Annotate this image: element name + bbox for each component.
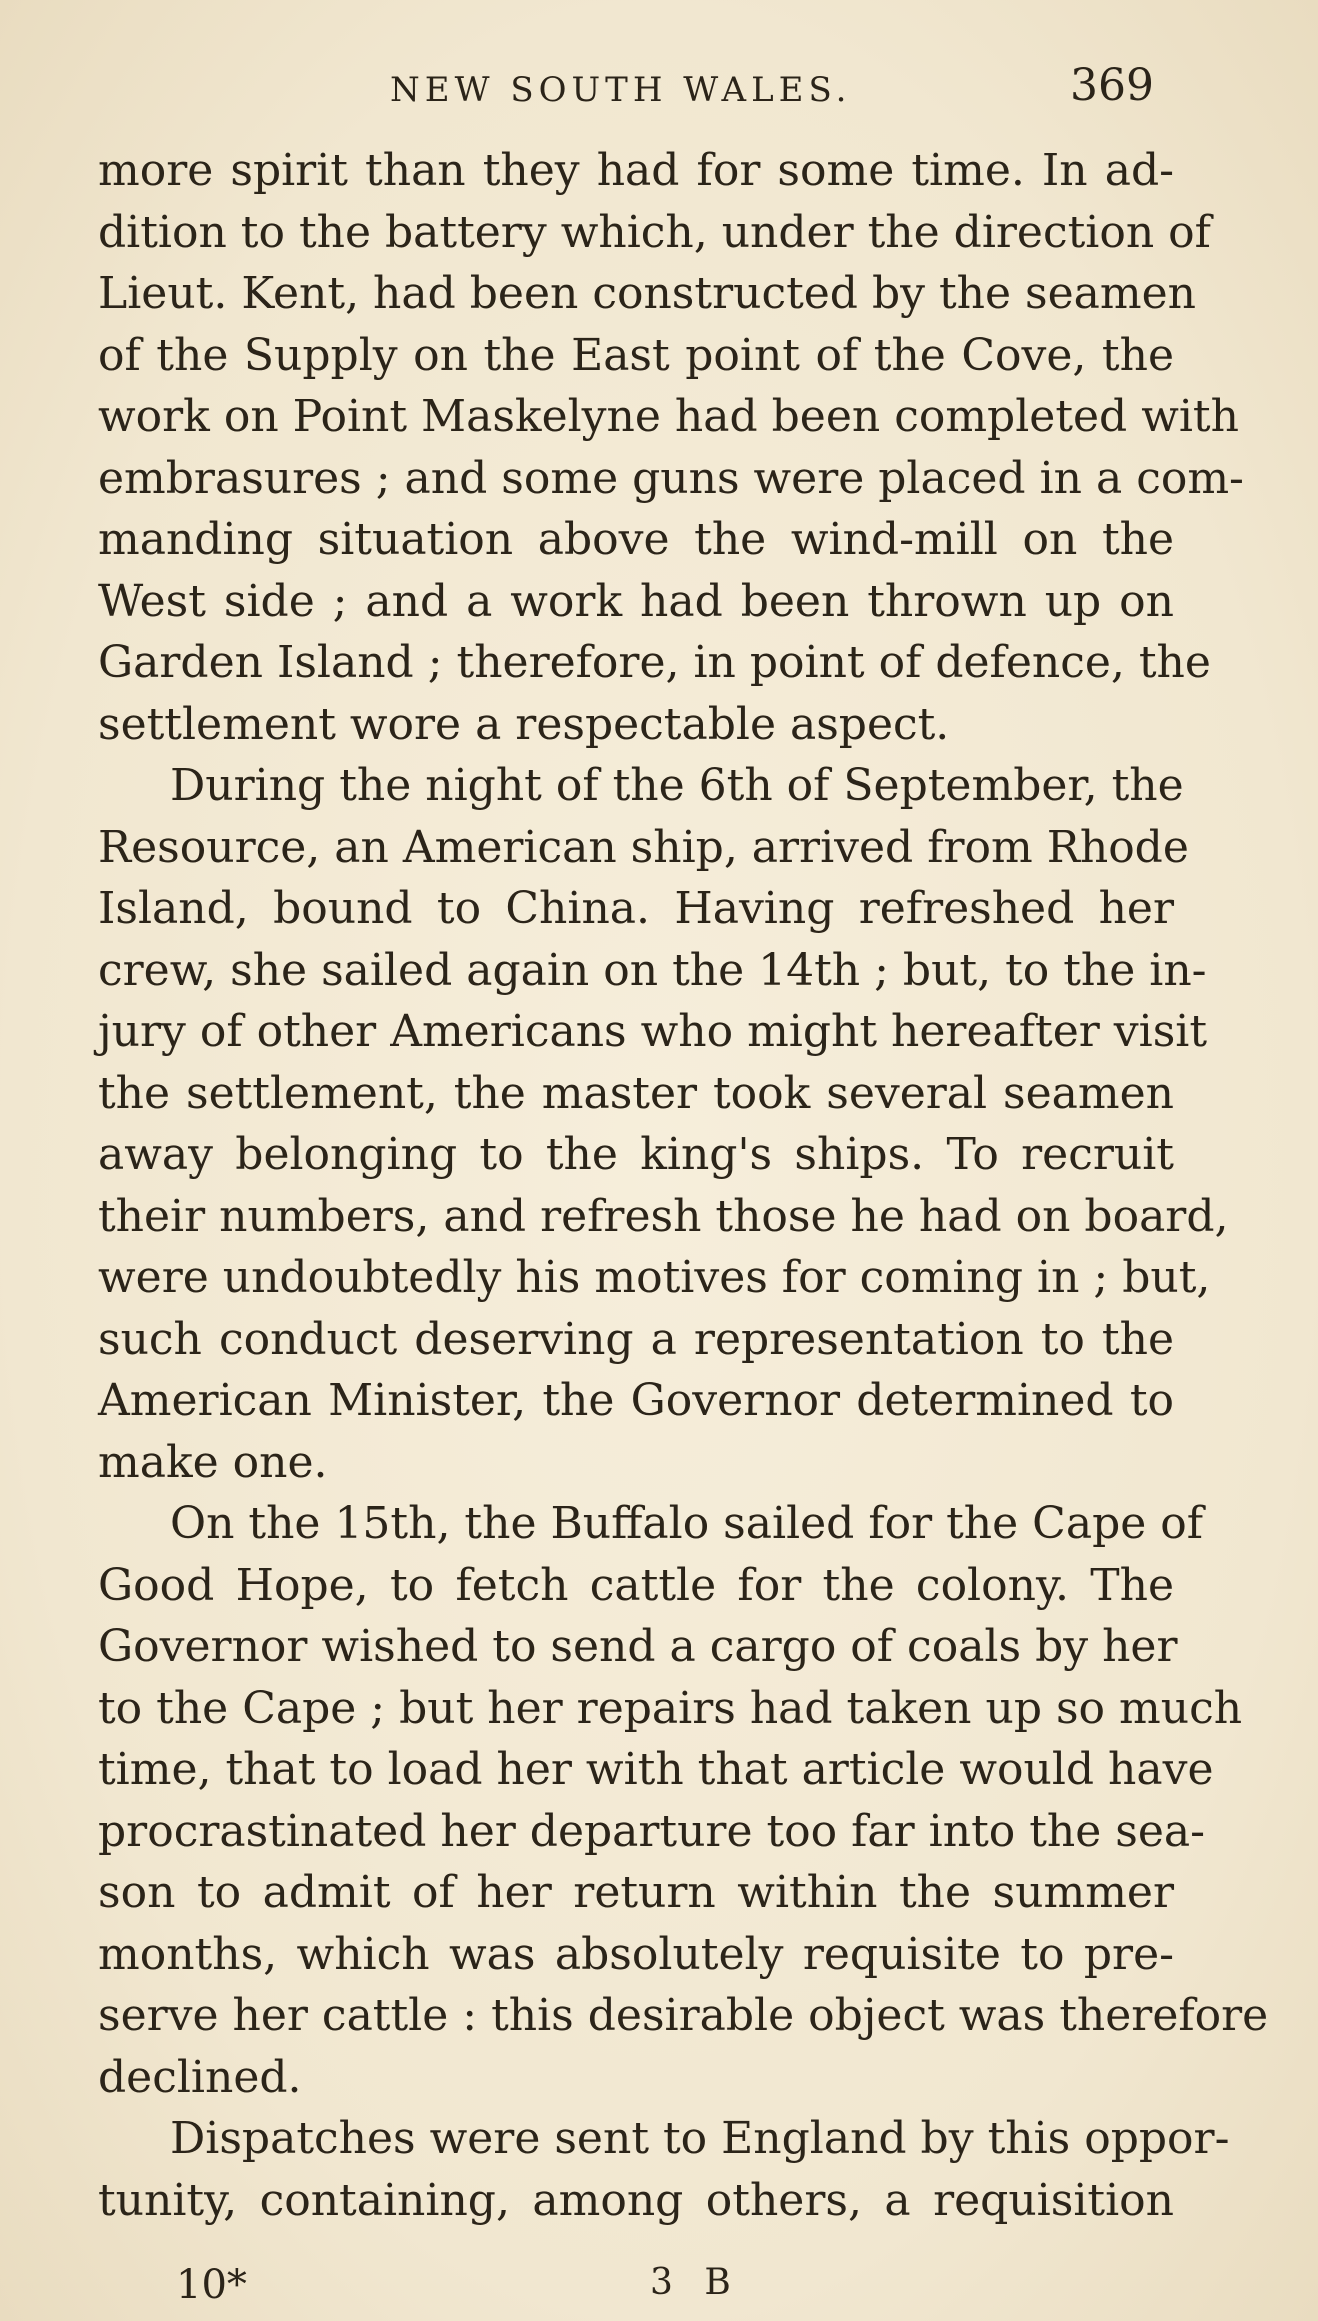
text-line: son to admit of her return within the summer (98, 1867, 1174, 1918)
page-number: 369 (1070, 60, 1154, 111)
text-line: dition to the battery which, under the direction of (98, 206, 1211, 258)
text-line: make one. (98, 1436, 328, 1488)
running-title: NEW SOUTH WALES. (390, 70, 852, 110)
paragraph-battery (98, 140, 1244, 755)
text-line: of the Supply on the East point of the Cove, the (98, 329, 1174, 381)
text-line: tunity, containing, among others, a requisition (98, 2174, 1174, 2226)
text-line: more spirit than they had for some time. In ad- (98, 145, 1174, 196)
text-line: procrastinated her departure too far into the sea- (98, 1805, 1206, 1857)
text-line: On the 15th, the Buffalo sailed for the Cape of (170, 1498, 1204, 1549)
text-line: Island, bound to China. Having refreshed her (98, 883, 1174, 934)
text-line: declined. (98, 2051, 302, 2103)
text-line: the settlement, the master took several seamen (98, 1067, 1174, 1119)
text-line: Garden Island ; therefore, in point of defence, the (98, 637, 1211, 688)
paragraph-buffalo (98, 1493, 1269, 2108)
text-line: work on Point Maskelyne had been completed with (98, 391, 1239, 442)
text-line: such conduct deserving a representation to the (98, 1313, 1174, 1365)
text-line: Governor wished to send a cargo of coals by her (98, 1621, 1178, 1672)
text-line: Dispatches were sent to England by this oppor- (170, 2113, 1230, 2164)
text-line: Resource, an American ship, arrived from Rhode (98, 821, 1189, 873)
signature-mark: 10* (176, 2262, 247, 2308)
running-head (0, 62, 1318, 122)
paragraph-dispatches (98, 2108, 1230, 2231)
text-line: During the night of the 6th of September, the (170, 760, 1184, 811)
text-line: settlement wore a respectable aspect. (98, 698, 950, 750)
text-line: manding situation above the wind-mill on the (98, 514, 1174, 565)
page-footer (0, 2262, 1318, 2312)
text-line: to the Cape ; but her repairs had taken up so much (98, 1682, 1243, 1734)
text-line: jury of other Americans who might hereafter visit (98, 1006, 1208, 1057)
text-line: West side ; and a work had been thrown up on (98, 575, 1174, 627)
body-text (98, 140, 1269, 2231)
text-line: Lieut. Kent, had been constructed by the seamen (98, 268, 1196, 319)
text-line: American Minister, the Governor determined to (98, 1375, 1174, 1426)
printer-signature: 3 B (650, 2262, 741, 2303)
text-line: serve her cattle : this desirable object was therefore (98, 1990, 1269, 2041)
text-line: were undoubtedly his motives for coming in ; but, (98, 1252, 1211, 1303)
text-line: their numbers, and refresh those he had on board, (98, 1190, 1229, 1242)
text-line: away belonging to the king's ships. To recruit (98, 1129, 1174, 1180)
text-line: Good Hope, to fetch cattle for the colony. The (98, 1559, 1174, 1611)
paragraph-resource (98, 755, 1229, 1493)
text-line: time, that to load her with that article would have (98, 1744, 1214, 1795)
text-line: embrasures ; and some guns were placed in a com- (98, 452, 1244, 504)
text-line: months, which was absolutely requisite to pre- (98, 1928, 1174, 1980)
text-line: crew, she sailed again on the 14th ; but, to the in- (98, 944, 1207, 996)
